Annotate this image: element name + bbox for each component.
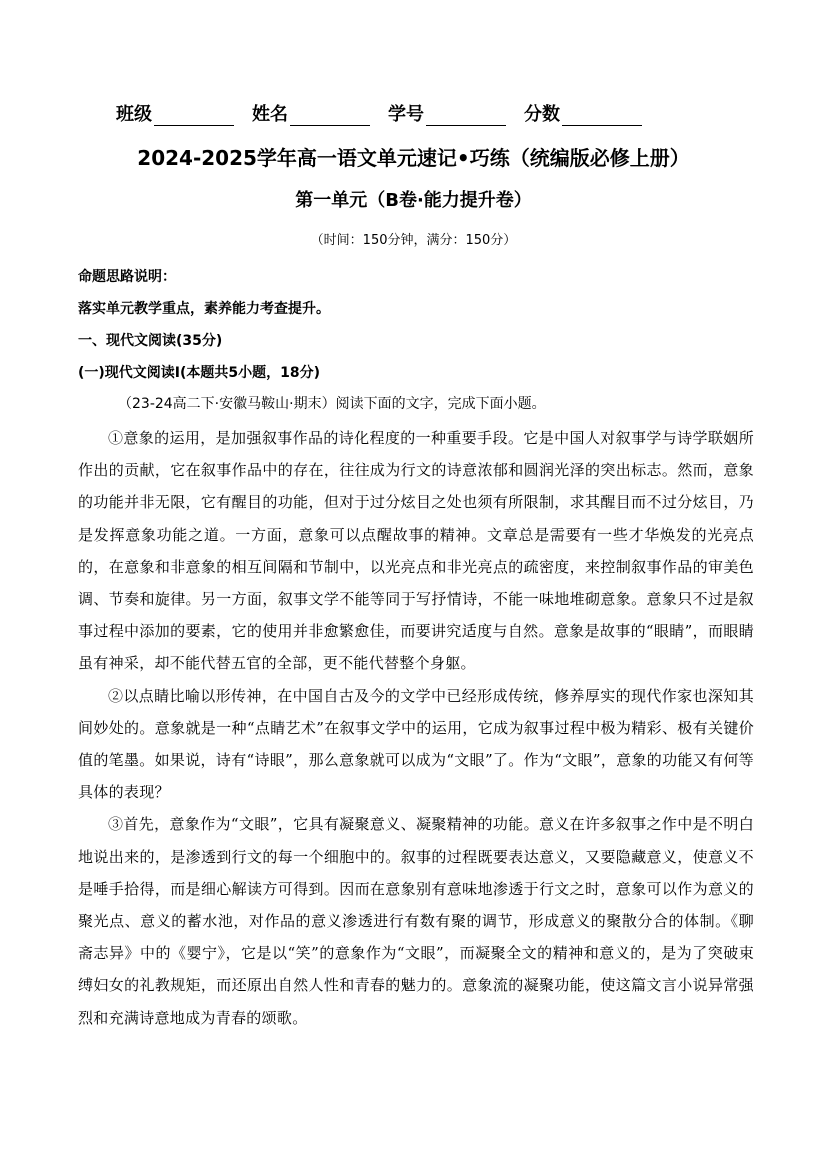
subsection-heading: (一)现代文阅读Ⅰ(本题共5小题，18分) (78, 365, 321, 381)
class-field[interactable] (116, 100, 234, 126)
id-field[interactable] (388, 100, 506, 126)
score-blank[interactable] (562, 107, 642, 126)
score-field[interactable] (524, 100, 642, 126)
score-label: 分数 (524, 104, 560, 125)
paragraph-1: ①意象的运用，是加强叙事作品的诗化程度的一种重要手段。它是中国人对叙事学与诗学联姻所作出的贡献，它在叙事作品中的存在，往往成为行文的诗意浓郁和圆润光泽的突出标志。然而，意象的功能并非无限，它有醒目的功能，但对于过分炫目之处也须有所限制，求其醒目而不过分炫目，乃是发挥意象功能之道。一方面，意象可以点醒故事的精神。文章总是需要有一些才华焕发的光亮点的，在意象和非意象的相互间隔和节制中，以光亮点和非光亮点的疏密度，来控制叙事作品的审美色调、节奏和旋律。另一方面，叙事文学不能等同于写抒情诗，不能一味地堆砌意象。意象只不过是叙事过程中添加的要素，它的使用并非愈繁愈佳，而要讲究适度与自然。意象是故事的“眼睛”，而眼睛虽有神采，却不能代替五官的全部，更不能代替整个身躯。 (78, 429, 754, 673)
name-field[interactable] (252, 100, 370, 126)
intro-text: 落实单元教学重点，素养能力考查提升。 (78, 301, 330, 317)
student-info-line (116, 100, 716, 126)
reading-passage (78, 422, 754, 1034)
class-blank[interactable] (154, 107, 234, 126)
name-blank[interactable] (290, 107, 370, 126)
document-subtitle: 第一单元（B卷·能力提升卷） (295, 190, 532, 211)
paragraph-3: ③首先，意象作为“文眼”，它具有凝聚意义、凝聚精神的功能。意义在许多叙事之作中是不明白地说出来的，是渗透到行文的每一个细胞中的。叙事的过程既要表达意义，又要隐藏意义，使意义不是唾手拾得，而是细心解读方可得到。因而在意象别有意味地渗透于行文之时，意象可以作为意义的聚光点、意义的蓄水池，对作品的意义渗透进行有数有聚的调节，形成意义的聚散分合的体制。《聊斋志异》中的《婴宁》，它是以“笑”的意象作为“文眼”，而凝聚全文的精神和意义的，是为了突破束缚妇女的礼教规矩，而还原出自然人性和青春的魅力的。意象流的凝聚功能，使这篇文言小说异常强烈和充满诗意地成为青春的颂歌。 (78, 815, 754, 1027)
time-info: （时间：150分钟，满分：150分） (310, 233, 517, 248)
id-blank[interactable] (426, 107, 506, 126)
paragraph-2: ②以点睛比喻以形传神，在中国自古及今的文学中已经形成传统，修养厚实的现代作家也深知其间妙处的。意象就是一种“点睛艺术”在叙事文学中的运用，它成为叙事过程中极为精彩、极有关键价值的笔墨。如果说，诗有“诗眼”，那么意象就可以成为“文眼”了。作为“文眼”，意象的功能又有何等具体的表现？ (78, 686, 754, 802)
intro-section (78, 261, 758, 419)
section-heading: 一、现代文阅读(35分) (78, 333, 223, 349)
class-label: 班级 (116, 104, 152, 125)
intro-label: 命题思路说明： (78, 269, 176, 285)
name-label: 姓名 (252, 104, 288, 125)
source-note: （23-24高二下·安徽马鞍山·期末）阅读下面的文字，完成下面小题。 (118, 396, 546, 412)
id-label: 学号 (388, 104, 424, 125)
document-title: 2024-2025学年高一语文单元速记•巧练（统编版必修上册） (137, 146, 690, 170)
